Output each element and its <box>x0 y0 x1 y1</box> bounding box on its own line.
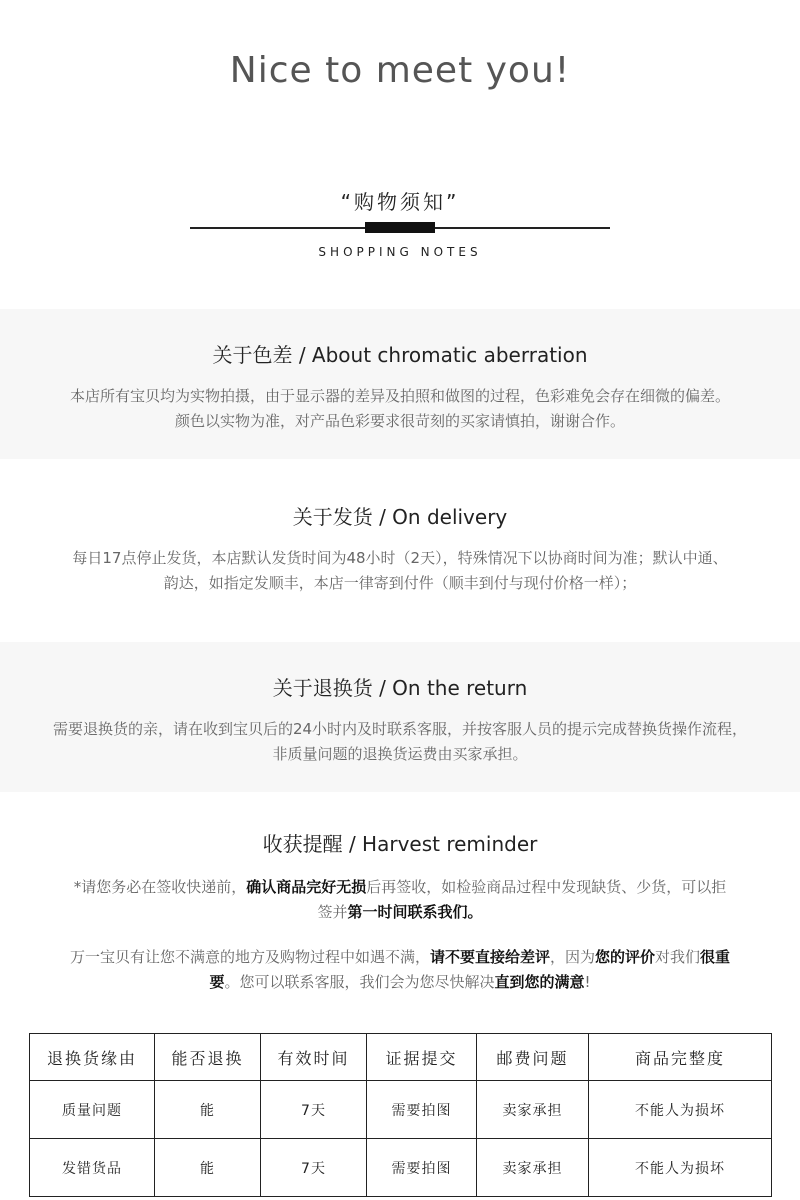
table-cell: 发错货品 <box>30 1139 155 1197</box>
section-delivery <box>0 459 800 642</box>
table-cell: 需要拍图 <box>367 1081 477 1139</box>
column-header: 证据提交 <box>367 1034 477 1081</box>
section-title: 关于色差 / About chromatic aberration <box>212 343 588 367</box>
table-cell: 能 <box>155 1081 261 1139</box>
column-header: 能否退换 <box>155 1034 261 1081</box>
table-row <box>30 1081 772 1139</box>
section-body: 本店所有宝贝均为实物拍摄，由于显示器的差异及拍照和做图的过程，色彩难免会存在细微的偏差。颜色以实物为准，对产品色彩要求很苛刻的买家请慎拍，谢谢合作。 <box>70 387 731 430</box>
section-body: 需要退换货的亲，请在收到宝贝后的24小时内及时联系客服，并按客服人员的提示完成替换货操作流程，非质量问题的退换货运费由买家承担。 <box>52 720 748 763</box>
section-body: 每日17点停止发货，本店默认发货时间为48小时（2天），特殊情况下以协商时间为准；默认中通、韵达，如指定发顺丰，本店一律寄到付件（顺丰到付与现付价格一样）； <box>72 549 728 592</box>
shopping-notes-subtitle: SHOPPING NOTES <box>318 245 482 259</box>
section-return <box>0 642 800 792</box>
shopping-notes-title: “购物须知” <box>340 190 460 214</box>
table-cell: 质量问题 <box>30 1081 155 1139</box>
divider-accent-bar <box>365 222 435 233</box>
column-header: 商品完整度 <box>589 1034 772 1081</box>
table-cell: 卖家承担 <box>477 1139 589 1197</box>
table-cell: 7天 <box>261 1081 367 1139</box>
column-header: 有效时间 <box>261 1034 367 1081</box>
section-title: 收获提醒 / Harvest reminder <box>262 832 538 856</box>
section-harvest-reminder <box>0 792 800 1022</box>
table-cell: 7天 <box>261 1139 367 1197</box>
section-title: 关于发货 / On delivery <box>292 505 508 529</box>
reminder-paragraph-1: *请您务必在签收快递前，确认商品完好无损后再签收，如检验商品过程中发现缺货、少货，可以拒签并第一时间联系我们。 <box>73 878 727 921</box>
table-cell: 需要拍图 <box>367 1139 477 1197</box>
return-policy-table <box>29 1033 772 1197</box>
table-cell: 能 <box>155 1139 261 1197</box>
table-cell: 卖家承担 <box>477 1081 589 1139</box>
table-cell: 不能人为损坏 <box>589 1081 772 1139</box>
column-header: 邮费问题 <box>477 1034 589 1081</box>
section-chromatic-aberration <box>0 309 800 459</box>
table-header-row <box>30 1034 772 1081</box>
column-header: 退换货缘由 <box>30 1034 155 1081</box>
section-title: 关于退换货 / On the return <box>272 676 528 700</box>
greeting-title: Nice to meet you! <box>229 50 571 91</box>
table-row <box>30 1139 772 1197</box>
reminder-paragraph-2: 万一宝贝有让您不满意的地方及购物过程中如遇不满，请不要直接给差评，因为您的评价对我们很重要。您可以联系客服，我们会为您尽快解决直到您的满意! <box>69 948 731 991</box>
table-cell: 不能人为损坏 <box>589 1139 772 1197</box>
